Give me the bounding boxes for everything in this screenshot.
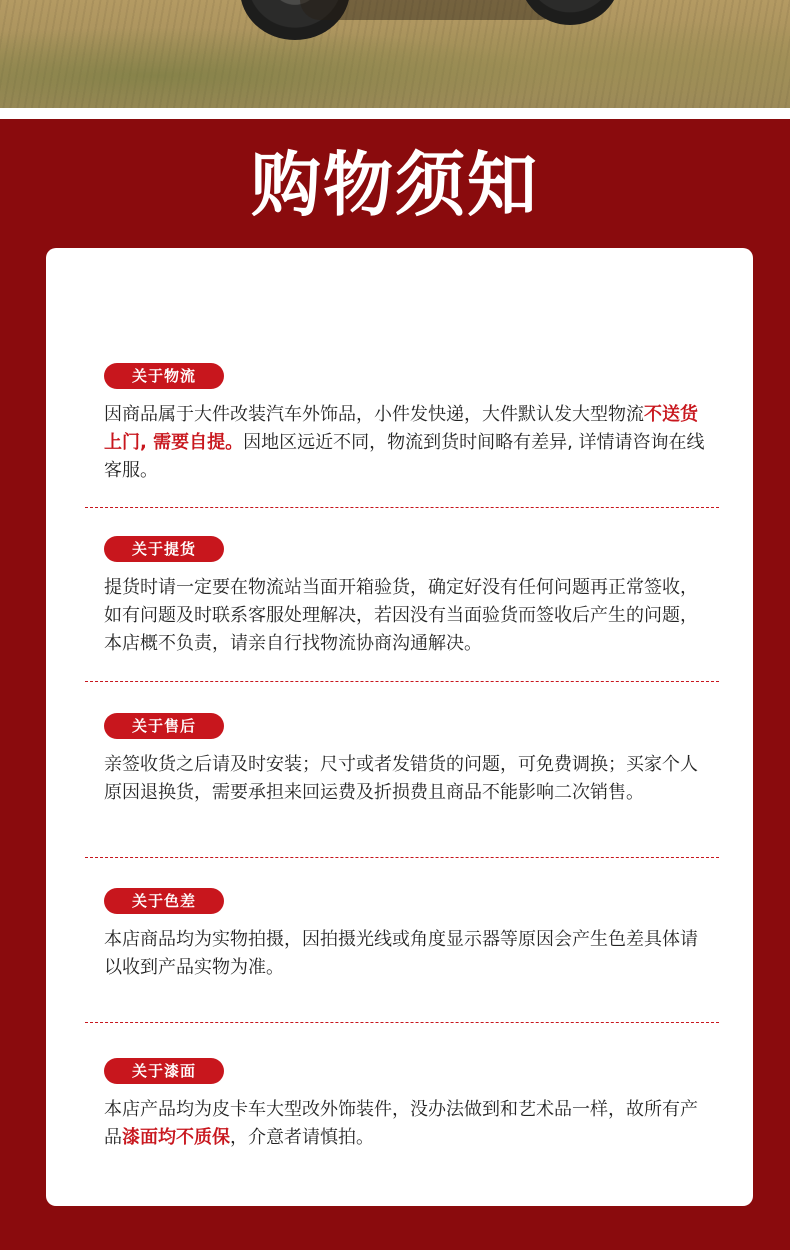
hero-photo bbox=[0, 0, 790, 108]
section-text: 因商品属于大件改装汽车外饰品，小件发快递，大件默认发大型物流 bbox=[104, 404, 644, 425]
dashed-divider bbox=[85, 507, 719, 508]
section-paint bbox=[104, 1058, 724, 1152]
section-text: 本店商品均为实物拍摄，因拍摄光线或角度显示器等原因会产生色差具体请以收到产品实物为准。 bbox=[104, 929, 698, 978]
highlight-text: 漆面均不质保 bbox=[122, 1127, 230, 1148]
section-title-badge: 关于售后 bbox=[104, 713, 224, 739]
section-after-sales bbox=[104, 713, 724, 807]
section-title-badge: 关于漆面 bbox=[104, 1058, 224, 1084]
section-text: 因地区远近不同，物流到货时间略有差异, 详情请咨询在线客服。 bbox=[104, 432, 705, 481]
section-text: ，介意者请慎拍。 bbox=[230, 1127, 374, 1148]
highlight-text: 不送货上门, 需要自提。 bbox=[104, 404, 698, 453]
notice-card bbox=[46, 248, 753, 1206]
dashed-divider bbox=[85, 857, 719, 858]
vehicle-shadow bbox=[300, 0, 560, 20]
section-text: 提货时请一定要在物流站当面开箱验货，确定好没有任何问题再正常签收，如有问题及时联系客服处理解决，若因没有当面验货而签收后产生的问题，本店概不负责，请亲自行找物流协商沟通解决。 bbox=[104, 577, 698, 654]
section-color-difference bbox=[104, 888, 724, 982]
section-body bbox=[104, 1096, 714, 1152]
section-body bbox=[104, 574, 714, 658]
section-title-badge: 关于提货 bbox=[104, 536, 224, 562]
section-title-badge: 关于物流 bbox=[104, 363, 224, 389]
section-pickup bbox=[104, 536, 724, 658]
dashed-divider bbox=[85, 681, 719, 682]
section-logistics bbox=[104, 363, 724, 485]
section-title-badge: 关于色差 bbox=[104, 888, 224, 914]
section-text: 本店产品均为皮卡车大型改外饰装件，没办法做到和艺术品一样，故所有产品 bbox=[104, 1099, 698, 1148]
photo-border bbox=[0, 108, 790, 119]
section-body bbox=[104, 401, 714, 485]
section-text: 亲签收货之后请及时安装；尺寸或者发错货的问题，可免费调换；买家个人原因退换货，需要承担来回运费及折损费且商品不能影响二次销售。 bbox=[104, 754, 698, 803]
section-body bbox=[104, 751, 714, 807]
section-body bbox=[104, 926, 714, 982]
page-title: 购物须知 bbox=[251, 144, 539, 226]
dashed-divider bbox=[85, 1022, 719, 1023]
